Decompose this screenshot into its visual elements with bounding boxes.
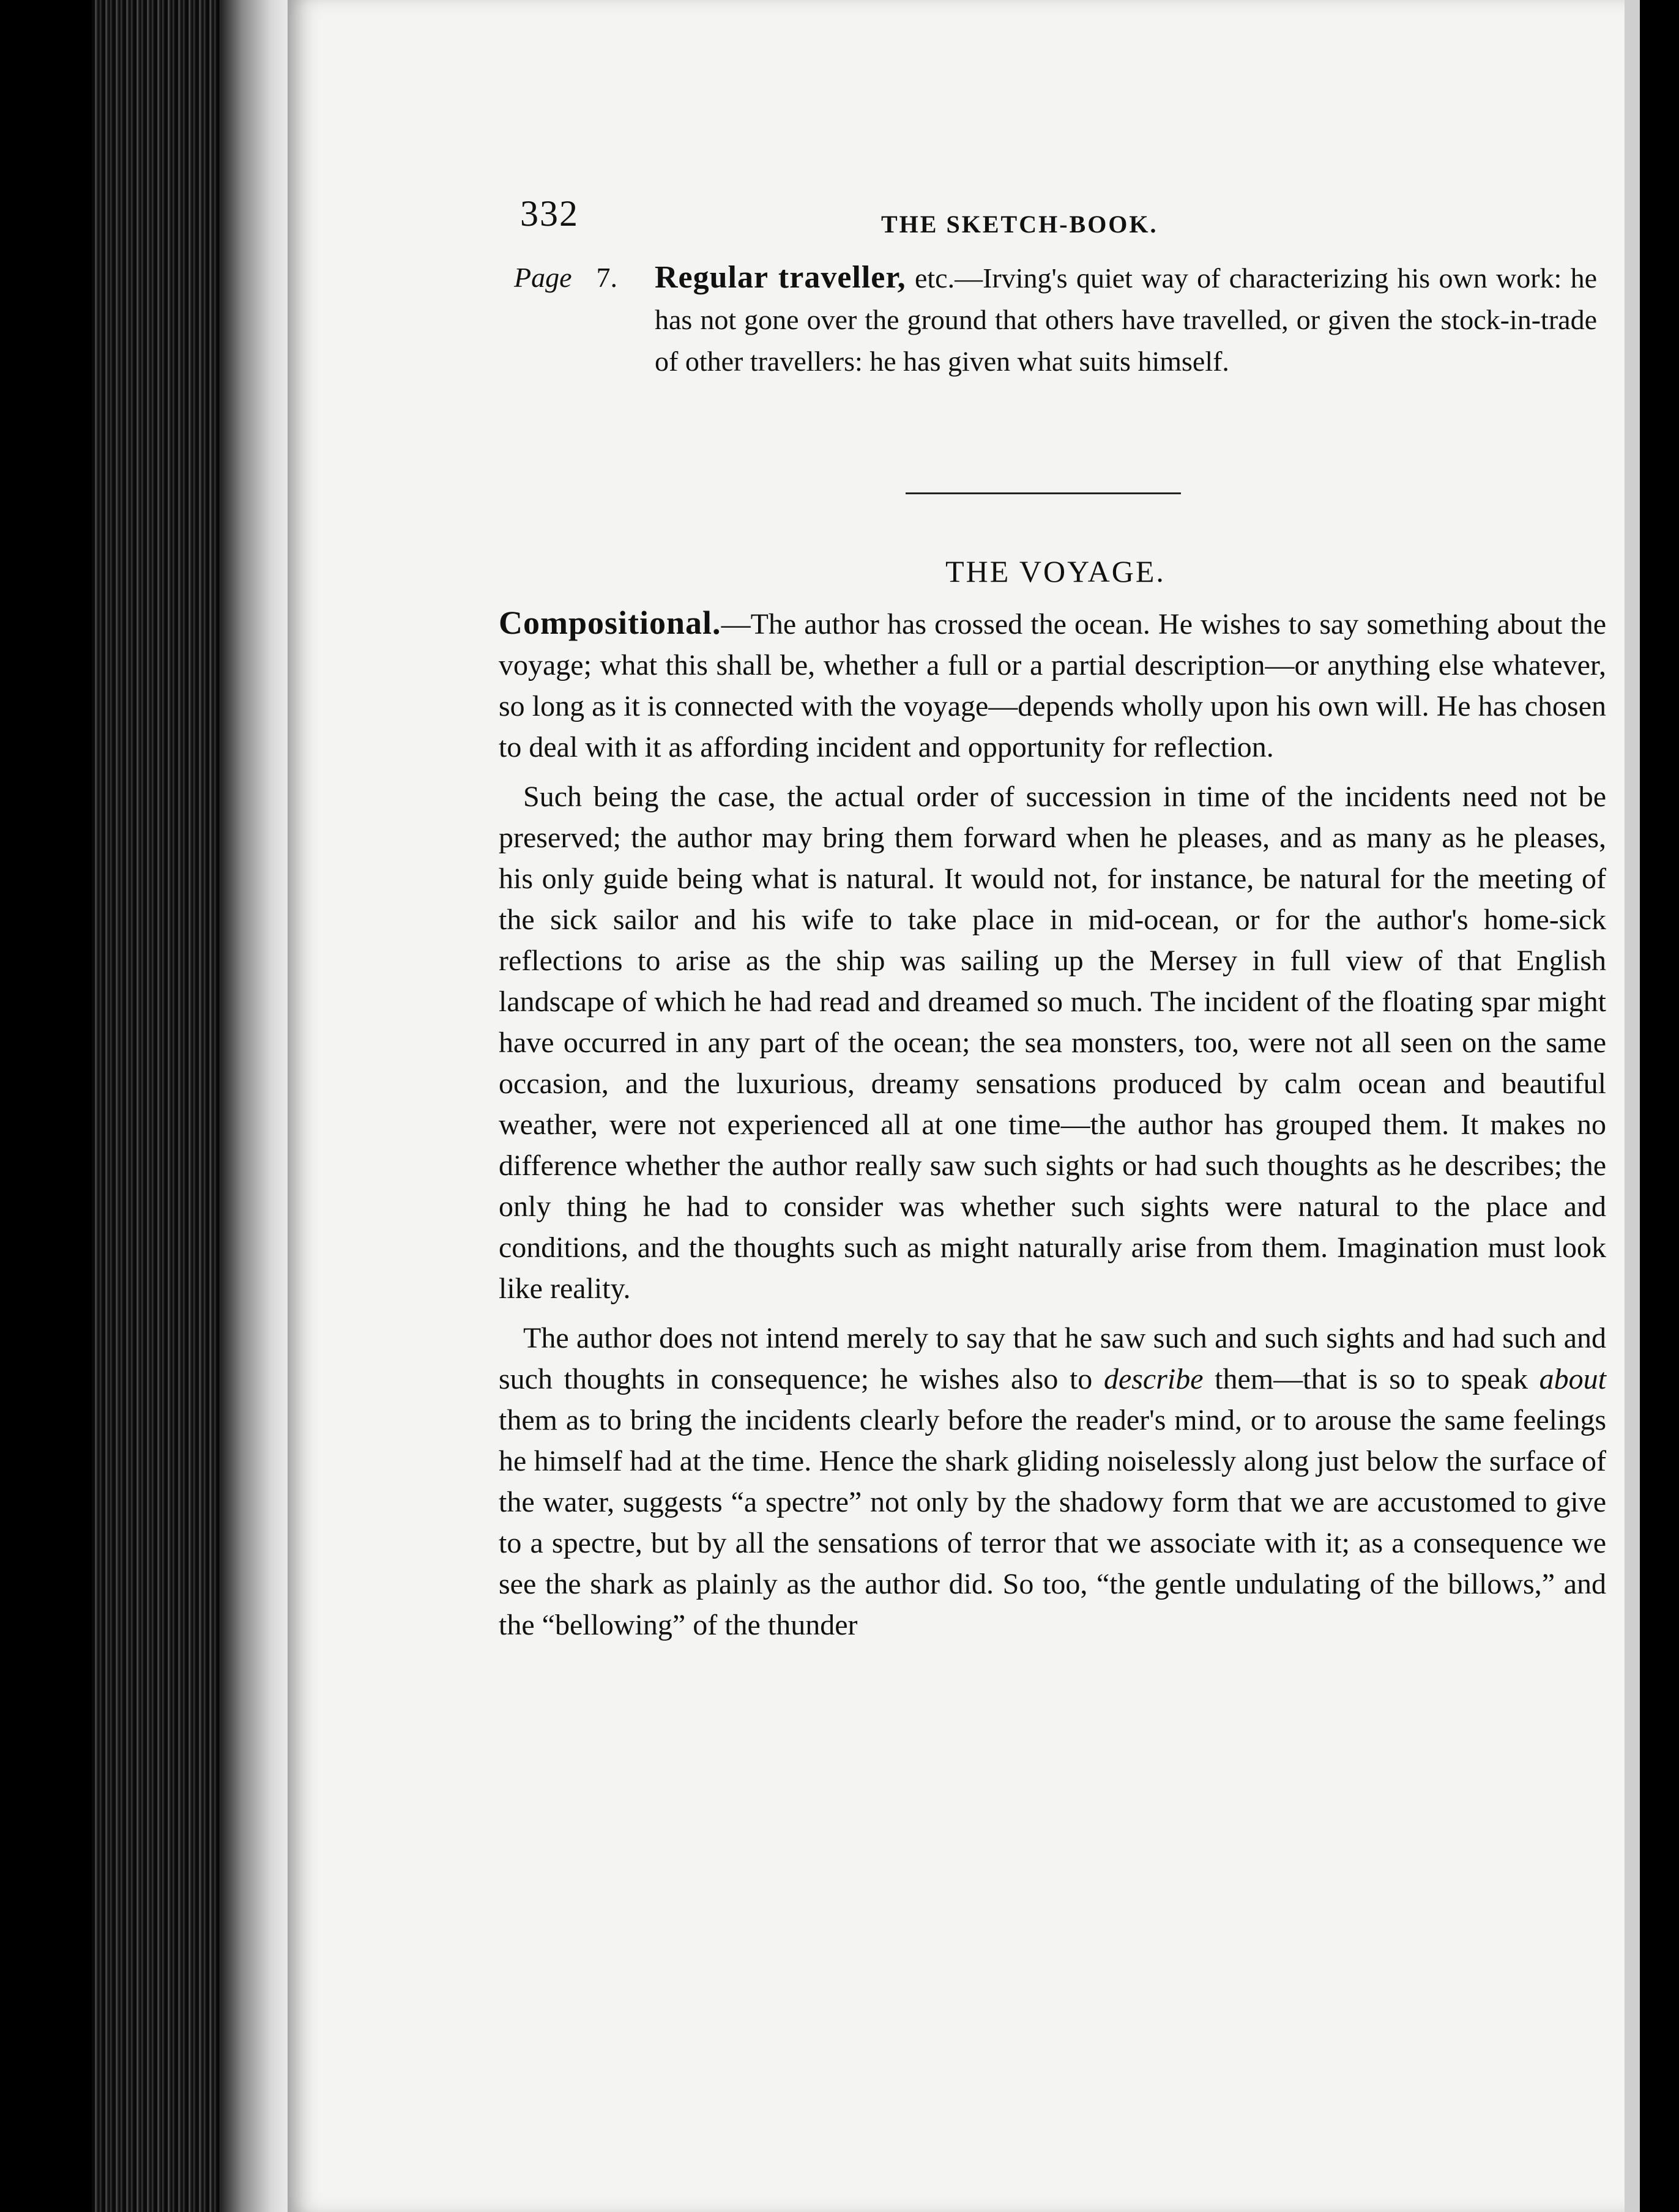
note-text: etc.—Irving's quiet way of characterizing his own work: he has not gone over the ground that others have travelled, or given the stock-in-trade of other travellers: he has given what suits himself.: [655, 262, 1597, 377]
paragraph-3-text-a: The author does not intend merely to say that he saw such and such sights and had such and such thoughts in consequence; he wishes also to: [499, 1322, 1606, 1395]
paragraph-1-text: —The author has crossed the ocean. He wishes to say something about the voyage; what this shall be, whether a full or a partial description—or anything else whatever, so long as it is connected with the voyage—depends wholly upon his own will. He has chosen to deal with it as affording incident and opportunity for reflection.: [499, 608, 1606, 763]
paragraph-lead: Compositional.: [499, 604, 721, 641]
note-page-number: 7.: [596, 262, 618, 293]
book-edge-gradient: [220, 0, 294, 2212]
running-head: THE SKETCH-BOOK.: [881, 210, 1158, 238]
paragraph-2: Such being the case, the actual order of succession in time of the incidents need not be preserved; the author may bring them forward when he pleases, and as many as he pleases, his only guide being what is natural. It would not, for instance, be natural for the meeting of the sick sailor and his wife to take place in mid-ocean, or for the author's home-sick reflections to arise as the ship was sailing up the Mersey in full view of that English landscape of which he had read and dreamed so much. The incident of the floating spar might have occurred in any part of the ocean; the sea monsters, too, were not all seen on the same occasion, and the luxurious, dreamy sensations produced by calm ocean and beautiful weather, were not experienced all at one time—the author has grouped them. It makes no difference whether the author really saw such sights or had such thoughts as he describes; the only thing he had to consider was whether such sights were natural to the place and conditions, and the thoughts such as might naturally arise from them. Imagination must look like reality.: [499, 781, 1606, 1305]
note-page-label: Page: [514, 262, 572, 293]
note-body: [655, 257, 1597, 382]
paragraph-1: [499, 603, 1606, 768]
section-divider: [906, 492, 1181, 494]
book-page: [288, 0, 1640, 2212]
note-reference: [514, 257, 617, 299]
emphasis-about: about: [1539, 1363, 1606, 1395]
page-header: [288, 193, 1640, 236]
page-number: 332: [520, 193, 579, 234]
scan-border-left: [0, 0, 92, 2212]
paragraph-3-text-b: them—that is so to speak: [1203, 1363, 1539, 1395]
paragraph-3: [499, 1318, 1606, 1646]
paragraph-3-text-c: them as to bring the incidents clearly before the reader's mind, or to arouse the same feelings he himself had at the time. Hence the shark gliding noiselessly along just below the surface of the water, suggests “a spectre” not only by the shadowy form that we are accustomed to give to a spectre, but by all the sensations of terror that we associate with it; as a consequence we see the shark as plainly as the author did. So too, “the gentle undulating of the billows,” and the “bellowing” of the thunder: [499, 1404, 1606, 1641]
body-text: [499, 603, 1606, 1654]
adjacent-page-strip: [1625, 0, 1640, 2212]
scan-border-right: [1640, 0, 1679, 2212]
footnote-entry: [514, 257, 1597, 382]
emphasis-describe: describe: [1103, 1363, 1204, 1395]
section-title: THE VOYAGE.: [945, 554, 1166, 588]
note-term: Regular traveller,: [655, 260, 906, 295]
